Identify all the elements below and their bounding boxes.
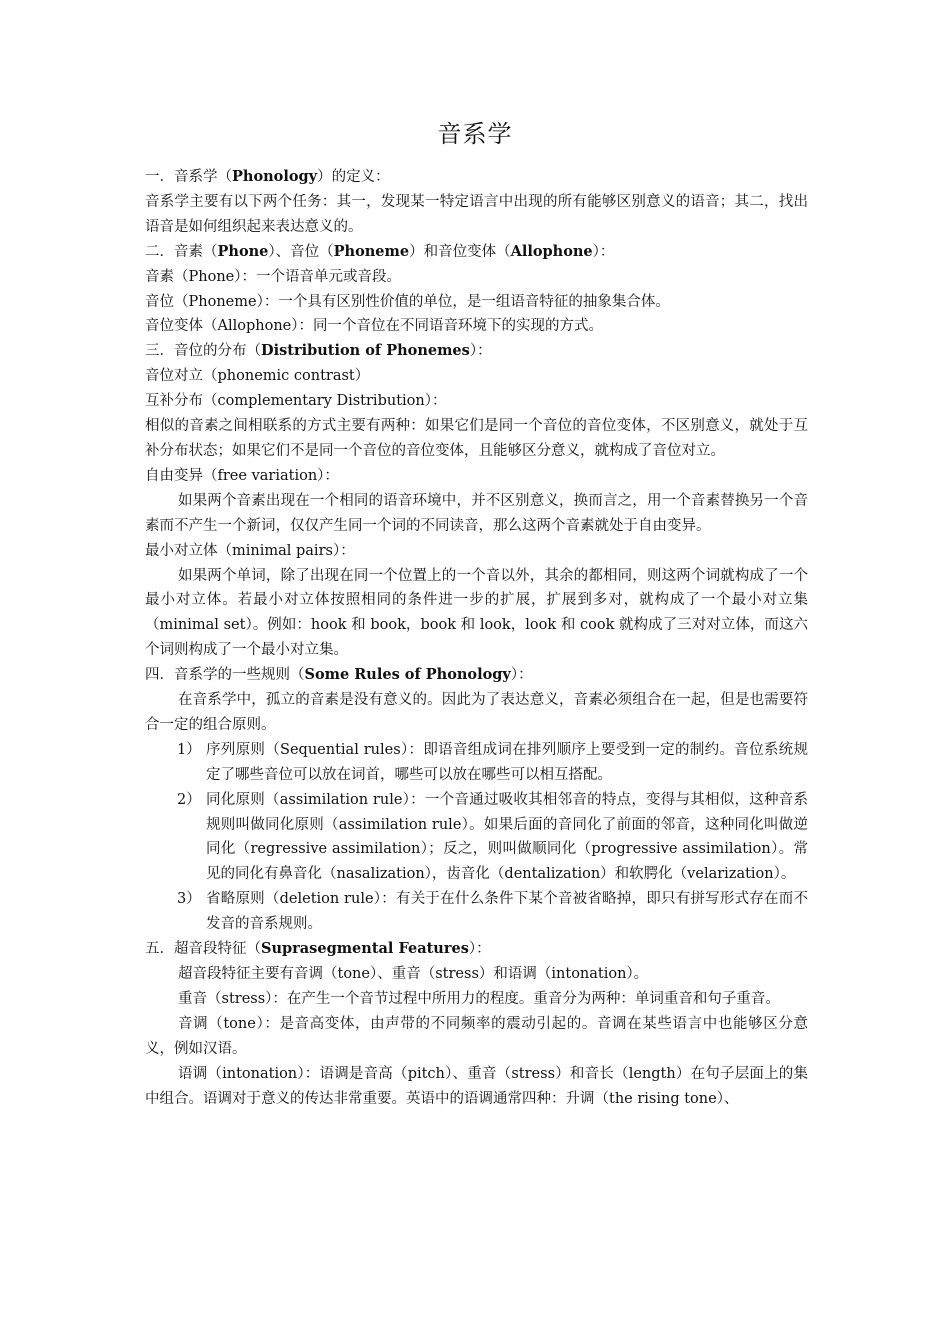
- section-5-heading: 五．超音段特征（Suprasegmental Features）：: [145, 940, 491, 958]
- document-body: [145, 165, 808, 1111]
- list-item-text: 序列原则（Sequential rules）：即语音组成词在排列顺序上要受到一定的制约。音位系统规定了哪些音位可以放在词首，哪些可以放在哪些可以相互搭配。: [206, 741, 808, 783]
- section-4-intro: 在音系学中，孤立的音素是没有意义的。因此为了表达意义，音素必须组合在一起，但是也需要符合一定的组合原则。: [145, 692, 808, 733]
- tone-definition: 音调（tone）：是音高变体，由声带的不同频率的震动引起的。音调在某些语言中也能够区分意义，例如汉语。: [145, 1015, 808, 1057]
- phoneme-definition: 音位（Phoneme）：一个具有区别性价值的单位，是一组语音特征的抽象集合体。: [145, 293, 670, 310]
- free-variation-label: 自由变异（free variation）：: [145, 467, 339, 484]
- suprasegmental-intro: 超音段特征主要有音调（tone）、重音（stress）和语调（intonation）。: [178, 966, 649, 982]
- minimal-pairs-text: 如果两个单词，除了出现在同一个位置上的一个音以外，其余的都相同，则这两个词就构成了一个最小对立体。若最小对立体按照相同的条件进一步的扩展，扩展到多对，就构成了一个最小对立集（minimal set）。例如：hook 和 book，book 和 look，look 和 cook 就构成了三对对立体，而这六个词则构成了一个最小对立集。: [145, 567, 808, 659]
- section-4-heading: 四．音系学的一些规则（Some Rules of Phonology）：: [145, 666, 533, 684]
- stress-definition: 重音（stress）：在产生一个音节过程中所用力的程度。重音分为两种：单词重音和句子重音。: [178, 990, 780, 1007]
- complementary-distribution-text: 相似的音素之间相联系的方式主要有两种：如果它们是同一个音位的音位变体，不区别意义，就处于互补分布状态；如果它们不是同一个音位的音位变体，且能够区分意义，就构成了音位对立。: [145, 418, 808, 459]
- phonemic-contrast-label: 音位对立（phonemic contrast）: [145, 368, 370, 385]
- free-variation-text: 如果两个音素出现在一个相同的语音环境中，并不区别意义，换而言之，用一个音素替换另一个音素而不产生一个新词，仅仅产生同一个词的不同读音，那么这两个音素就处于自由变异。: [145, 492, 808, 534]
- list-item-text: 省略原则（deletion rule）：有关于在什么条件下某个音被省略掉，即只有拼写形式存在而不发音的音系规则。: [206, 891, 808, 933]
- list-item: [145, 788, 808, 888]
- complementary-distribution-label: 互补分布（complementary Distribution）：: [145, 393, 447, 410]
- section-3-heading: 三．音位的分布（Distribution of Phonemes）：: [145, 342, 492, 360]
- list-item: [145, 738, 808, 788]
- list-item-number: 1）: [177, 741, 201, 758]
- page-title: 音系学: [437, 120, 513, 148]
- intonation-definition: 语调（intonation）：语调是音高（pitch）、重音（stress）和音长（length）在句子层面上的集中组合。语调对于意义的传达非常重要。英语中的语调通常四种：升调（the rising tone）、: [145, 1065, 808, 1107]
- list-item-text: 同化原则（assimilation rule）：一个音通过吸收其相邻音的特点，变得与其相似，这种音系规则叫做同化原则（assimilation rule）。如果后面的音同化了前面的邻音，这种同化叫做逆同化（regressive assimilation）；反之，则叫做顺同化（progressive assimilation）。常见的同化有鼻音化（nasalization），齿音化（dentalization）和软腭化（velarization）。: [206, 791, 808, 883]
- list-item-number: 3）: [177, 891, 201, 908]
- allophone-definition: 音位变体（Allophone）：同一个音位在不同语音环境下的实现的方式。: [145, 318, 603, 335]
- list-item-number: 2）: [177, 791, 201, 808]
- section-1-heading: 一．音系学（Phonology）的定义：: [145, 168, 390, 185]
- phone-definition: 音素（Phone）：一个语音单元或音段。: [145, 268, 401, 285]
- section-2-heading: 二．音素（Phone）、音位（Phoneme）和音位变体（Allophone）：: [145, 242, 615, 260]
- section-1-text: 音系学主要有以下两个任务：其一，发现某一特定语言中出现的所有能够区别意义的语音；其二，找出语音是如何组织起来表达意义的。: [145, 193, 808, 235]
- minimal-pairs-label: 最小对立体（minimal pairs）：: [145, 542, 355, 559]
- list-item: [145, 887, 808, 937]
